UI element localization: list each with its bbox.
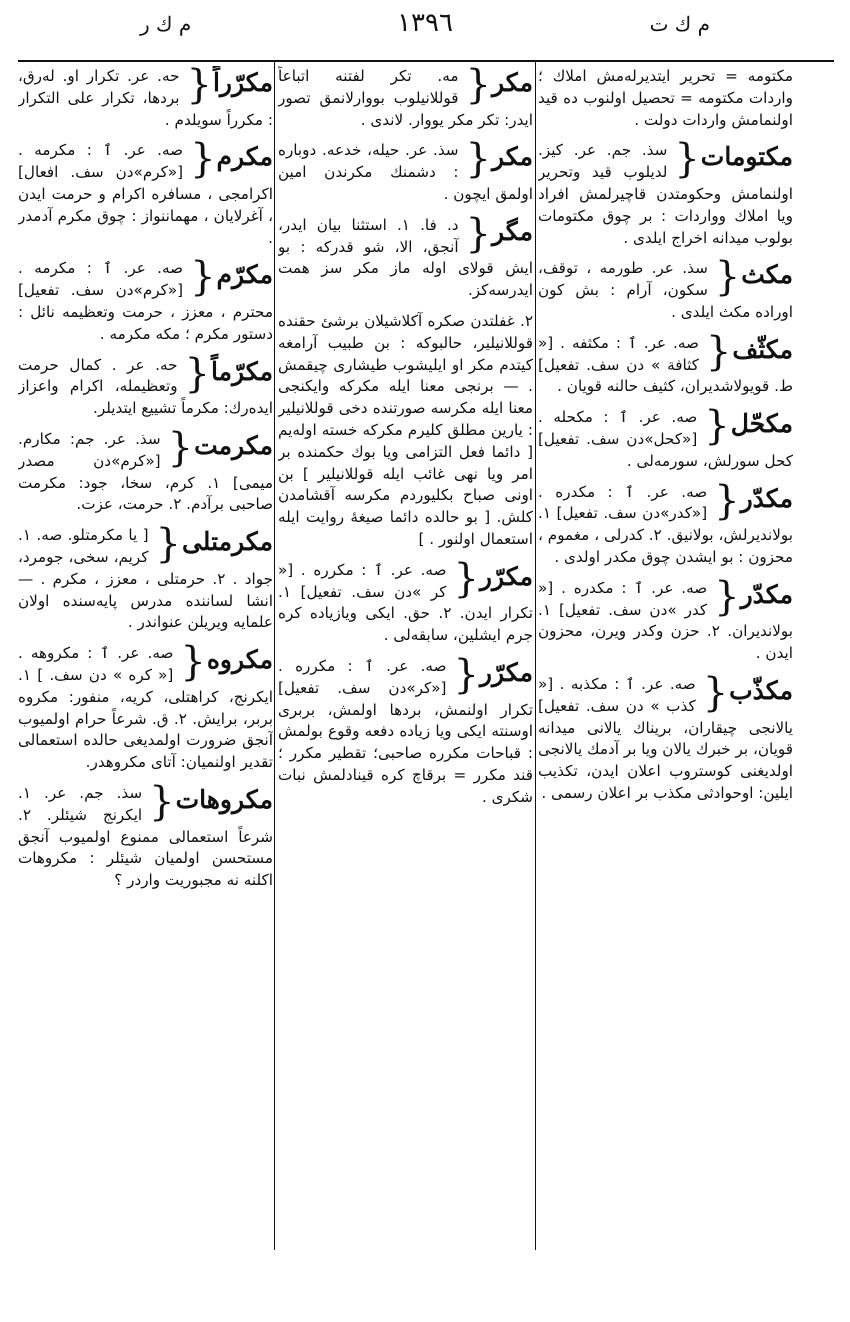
entry-definition: حه. عر. تكرار او. لەرق، بردها، تكرار على التكرار : مكرراً سويلدم . (18, 67, 273, 129)
brace-glyph: { (190, 136, 216, 183)
brace-glyph: { (149, 778, 175, 825)
dictionary-entry (18, 350, 273, 420)
headword: مكرّر (479, 561, 533, 591)
headword: مكرّم (216, 260, 273, 290)
brace-glyph: { (714, 254, 741, 301)
dictionary-entry (278, 136, 533, 205)
headword: مگر (492, 216, 533, 246)
column-right (538, 66, 793, 1266)
entry-definition: ٢. غفلتدن صكره آكلاشيلان برشئ حقنده قوللانيلير، حالبوكه : بن طبيب آرامغه كيتدم مكر او ايليشوب طيشارى چيقمش . — برنجى معنا ايله مكركه وايكنجى معنا ايله مكرسه صورتنده دخى قوللانيلير : يارين مطلق كليرم مكركه خسته اولەيم [ دائما فعل التزامى ويا بوك حكمنده بر امر ويا نهى غائب ايله قوللانيلير ] بن اونى صباح بكليوردم مكرسه آقشامدن كلش. [ بو حالده دائما صيغهٔ روايت ايله استعمال اولنور . ] (278, 311, 533, 548)
headword: مكرّراً (212, 68, 273, 97)
entry-definition: صه. عر. ٱ : مكحله . [«كحل»دن سف. تفعيل] كحل سورلش، سورمه‌لى . (538, 408, 793, 470)
dictionary-entry (538, 66, 793, 131)
headword: مكرّر (479, 657, 533, 687)
brace-glyph: { (714, 573, 740, 620)
dictionary-entry (18, 136, 273, 249)
brace-glyph: { (180, 639, 206, 686)
dictionary-entry (538, 403, 793, 472)
headword-block (189, 254, 273, 301)
dictionary-entry (18, 521, 273, 634)
column-middle (278, 66, 533, 1266)
entry-definition: صه. عر. ٱ : مكذبه . [« كذب » دن سف. تفعيل] يالانجى چيقاران، بريناك يالانى ميدانه قويان، بر خبرك يالان ويا بر آدمك يالانجى اولديغنى كوستروب اعلان ايدن، تكذيب ايلين: اوحوادثى مكذب بر اعلان رسمى . (538, 674, 793, 802)
headword-block (189, 136, 273, 183)
dictionary-entry (538, 477, 793, 569)
entry-definition: صه. عر. ٱ : مكرمه . [«كرم»دن سف. تفعيل] محترم ، معزز ، حرمت وتعظيمه نائل : دستور مكرم ؛ مكه مكرمه . (18, 259, 273, 343)
headword: مكث (741, 260, 793, 290)
entry-definition: صه. عر. ٱ : مكرره . [«كر»دن سف. تفعيل] تكرار اولنمش، بردها اولمش، بربرى اوسنته ايكى ويا زياده دفعه وقوع بولمش : قباحات مكرره صاحبى؛ تقطير مكرر ؛ قند مكرر = برقاچ كره قينادلمش نبات شكرى . (278, 656, 533, 806)
dictionary-entry (538, 328, 793, 398)
dictionary-entry (18, 778, 273, 892)
entry-definition: صه. عر. ٱ : مكرمه . [«كرم»دن سف. افعال] اكرامجى ، مسافره اكرام و حرمت ايدن ، آغرلايان ، مهماننواز : چوق مكرم آدمدر . (18, 141, 273, 247)
entry-definition: مه. تكر لفتنه اتباعاً قوللانيلوب بووارلانمق تصور ايدر: تكر مكر يووار. لاندى . (278, 67, 533, 129)
headword-block (713, 477, 793, 524)
headword-block (148, 778, 273, 825)
dictionary-entry (18, 424, 273, 516)
running-head-left: م ك ر (140, 12, 192, 36)
dictionary-entry (18, 639, 273, 774)
dictionary-entry (278, 651, 533, 809)
dictionary-entry (278, 311, 533, 551)
brace-glyph: { (702, 669, 729, 716)
headword-block (703, 403, 793, 450)
headword: مكثّف (732, 334, 793, 364)
entry-definition: سذ. جم. عر. كيز. لدیلوب قيد وتحرير اولنمامش وحكومتدن قاچيرلمش افراد ويا املاك وواردات : بر چوق مكتومات بولوب ميدانه اخراج ايلدى . (538, 141, 793, 247)
headword: مكرمت (194, 430, 273, 460)
headword-block (465, 66, 533, 108)
column-divider-right (535, 60, 536, 1250)
header-rule (18, 60, 834, 62)
entry-definition: حه. عر . كمال حرمت وتعظيمله، اكرام واعزاز ايدەرك: مكرماً تشييع ايتديلر. (18, 355, 273, 418)
headword-block (705, 328, 793, 375)
entry-definition: مكتومه = تحرير ايتديرلەمش املاك ؛ واردات مكتومه = تحصيل اولنوب ده قيد اولنمامش واردات دولت . (538, 67, 793, 129)
headword-block (155, 521, 274, 568)
headword-block (167, 424, 273, 471)
brace-glyph: { (190, 254, 216, 301)
brace-glyph: { (674, 136, 700, 183)
entry-definition: [ يا مكرمتلو. صه. ١. كريم، سخى، جومرد، جواد . ٢. حرمتلى ، معزز ، مكرم . — انشا لساننده مدرس پايه‌سنده اولان علمايه ويريلن عنواندر . (18, 526, 273, 632)
headword: مكرّماً (211, 356, 273, 386)
dictionary-entry (278, 555, 533, 647)
brace-glyph: { (186, 66, 212, 108)
headword-block (702, 669, 793, 716)
brace-glyph: { (465, 136, 491, 183)
entry-definition: د. فا. ١. استثنا بيان ايدر، آنجق، الا، شو قدركه : بو ايش قولاى اوله ماز مكر سز همت ايدرسه‌كز. (278, 215, 533, 300)
headword-block (714, 254, 793, 301)
headword: مكتومات (700, 142, 793, 172)
headword-block (179, 639, 273, 686)
brace-glyph: { (705, 328, 732, 375)
brace-glyph: { (453, 555, 479, 602)
brace-glyph: { (714, 477, 740, 524)
dictionary-entry (278, 66, 533, 131)
dictionary-entry (18, 254, 273, 345)
dictionary-entry (538, 254, 793, 323)
dictionary-entry (538, 669, 793, 805)
entry-definition: سذ. عر. طورمه ، توقف، سكون، آرام : بش كون اوراده مكث ايلدى . (538, 259, 793, 321)
headword-block (186, 66, 273, 108)
entry-definition: صه. عر. ٱ : مكدره . [« كدر »دن سف. تفعيل] ١. بولانديران. ٢. حزن وكدر ويرن، محزون ايدن . (538, 578, 793, 663)
entry-definition: صه. عر. ٱ : مكروهه . [« كره » دن سف. ] ١. ايكرنج، كراهتلى، كريه، منفور: مكروه بربر، برايش. ٢. ق. شرعاً حرام اولميوب آنجق ضرورت اولمديغى حالده استعمالى تقدير اولنميان: آتاى مكروهدر. (18, 644, 273, 772)
dictionary-entry (538, 573, 793, 665)
brace-glyph: { (155, 521, 181, 568)
page-header (20, 8, 830, 44)
brace-glyph: { (167, 424, 194, 471)
headword-block (452, 555, 533, 602)
brace-glyph: { (704, 403, 730, 450)
headword: مكر (492, 142, 533, 172)
page-number: ١٣٩٦ (397, 8, 453, 38)
brace-glyph: { (184, 350, 210, 397)
headword: مكرم (216, 142, 273, 172)
entry-definition: سذ. جم. عر. ١. ايكرنج شيئلر. ٢. شرعاً استعمالى ممنوع اولميوب آنجق مستحسن اولميان شيئلر : مكروهات اكلنه نه مجبوريت واردر ؟ (18, 783, 273, 890)
headword: مكروه (206, 645, 273, 675)
headword: مكحّل (730, 409, 793, 439)
entry-definition: سذ. عر. جم: مكارم. [«كرم»دن مصدر ميمى] ١. كرم، سخا، جود: مكرمت صاحبى برآدم. ٢. حرمت، عزت. (18, 429, 273, 514)
headword: مكر (492, 68, 533, 97)
brace-glyph: { (453, 651, 479, 698)
entry-definition: صه. عر. ٱ : مكرره . [« كر »دن سف. تفعيل] ١. تكرار ايدن. ٢. حق. ايكى ويازياده كره جرم ايشلين، سابقه‌لى . (278, 560, 533, 645)
headword: مكذّب (729, 675, 793, 705)
headword-block (465, 136, 533, 183)
entry-definition: صه. عر. ٱ : مكثفه . [« كثافة » دن سف. تفعيل] ط. قويولاشديران، كثيف حالنه قويان . (538, 333, 793, 396)
headword-block (184, 350, 273, 397)
headword: مكرمتلى (181, 527, 273, 557)
headword: مكدّر (740, 579, 793, 609)
dictionary-entry (18, 66, 273, 131)
headword-block (452, 651, 533, 698)
dictionary-entry (538, 136, 793, 249)
headword-block (465, 210, 533, 257)
column-left (18, 66, 273, 1266)
headword-block (713, 573, 793, 620)
running-head-right: م ك ت (649, 12, 710, 36)
headword: مكدّر (740, 483, 793, 513)
headword: مكروهات (175, 784, 273, 814)
brace-glyph: { (465, 210, 491, 257)
entry-definition: سذ. عر. حيله، خدعه. دوباره : دشمنك مكرندن امين اولمق ايچون . (278, 141, 533, 203)
dictionary-entry (278, 210, 533, 302)
headword-block (673, 136, 793, 183)
column-divider-left (274, 60, 275, 1250)
brace-glyph: { (465, 66, 491, 108)
entry-definition: صه. عر. ٱ : مكدره . [«كدر»دن سف. تفعيل] ١. بولانديرلش، بولانيق. ٢. كدرلى ، مغموم ، محزون : بو ايشدن چوق مكدر اولدى . (538, 482, 793, 566)
